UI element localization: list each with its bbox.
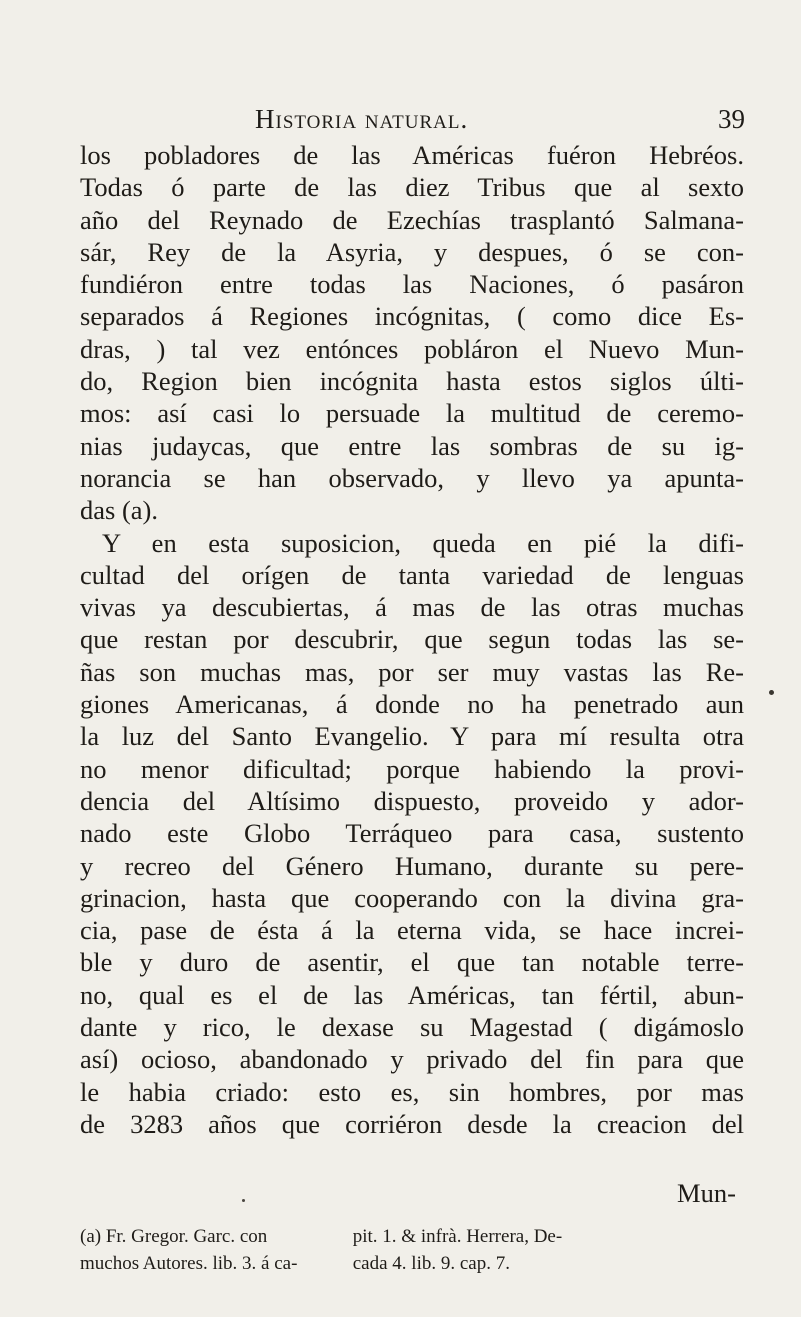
text-line: nado este Globo Terráqueo para casa, sustento bbox=[80, 818, 744, 849]
text-line: vivas ya descubiertas, á mas de las otras muchas bbox=[80, 592, 744, 623]
footnote-row bbox=[80, 1250, 744, 1277]
text-line: año del Reynado de Ezechías trasplantó Salmana- bbox=[80, 204, 744, 235]
text-line: no menor dificultad; porque habiendo la provi- bbox=[80, 753, 744, 784]
text-line: grinacion, hasta que cooperando con la divina gra- bbox=[80, 882, 744, 913]
text-line: dras, ) tal vez entónces pobláron el Nuevo Mun- bbox=[80, 333, 744, 364]
ink-spot bbox=[242, 1199, 245, 1202]
footnote-text: (a) Fr. Gregor. Garc. con bbox=[80, 1226, 268, 1247]
text-line: dante y rico, le dexase su Magestad ( digámoslo bbox=[80, 1012, 744, 1043]
text-line: de 3283 años que corriéron desde la creacion del bbox=[80, 1108, 744, 1139]
body-text bbox=[80, 139, 744, 1140]
footnote-text: cada 4. lib. 9. cap. 7. bbox=[352, 1253, 510, 1274]
footnote-text: muchos Autores. lib. 3. á ca- bbox=[80, 1253, 298, 1274]
text-line: dencia del Altísimo dispuesto, proveido y ador- bbox=[80, 785, 744, 816]
text-line: le habia criado: esto es, sin hombres, por mas bbox=[80, 1076, 744, 1107]
footnote-row bbox=[80, 1223, 744, 1250]
text-line: ñas son muchas mas, por ser muy vastas las Re- bbox=[80, 656, 744, 687]
text-line: la luz del Santo Evangelio. Y para mí resulta otra bbox=[80, 721, 744, 752]
text-line: cia, pase de ésta á la eterna vida, se hace increi- bbox=[80, 915, 744, 946]
text-line: Todas ó parte de las diez Tribus que al sexto bbox=[80, 172, 744, 203]
text-line: y recreo del Género Humano, durante su pere- bbox=[80, 850, 744, 881]
text-line: no, qual es el de las Américas, tan fértil, abun- bbox=[80, 979, 744, 1010]
text-line: así) ocioso, abandonado y privado del fin para que bbox=[80, 1044, 744, 1075]
text-line: fundiéron entre todas las Naciones, ó pasáron bbox=[80, 269, 744, 300]
text-line: nias judaycas, que entre las sombras de su ig- bbox=[80, 430, 744, 461]
text-line: cultad del orígen de tanta variedad de lenguas bbox=[80, 559, 744, 590]
text-line: separados á Regiones incógnitas, ( como dice Es- bbox=[80, 301, 744, 332]
text-line: Y en esta suposicion, queda en pié la difi- bbox=[102, 527, 744, 558]
text-line: das (a). bbox=[80, 495, 158, 526]
text-line: sár, Rey de la Asyria, y despues, ó se con- bbox=[80, 236, 744, 267]
text-line: do, Region bien incógnita hasta estos siglos últi- bbox=[80, 366, 744, 397]
text-line: ble y duro de asentir, el que tan notable terre- bbox=[80, 947, 744, 978]
text-line: norancia se han observado, y llevo ya apunta- bbox=[80, 462, 744, 493]
ink-spot bbox=[769, 690, 774, 695]
catchword: Mun- bbox=[677, 1178, 736, 1208]
page-number: 39 bbox=[718, 104, 745, 134]
text-line: giones Americanas, á donde no ha penetrado aun bbox=[80, 689, 744, 720]
text-line: mos: así casi lo persuade la multitud de ceremo- bbox=[80, 398, 744, 429]
text-line: que restan por descubrir, que segun todas las se- bbox=[80, 624, 744, 655]
footnote-text: pit. 1. & infrà. Herrera, De- bbox=[352, 1226, 563, 1247]
footnotes bbox=[80, 1223, 744, 1277]
text-line: los pobladores de las Américas fuéron Hebréos. bbox=[80, 140, 744, 170]
running-title: Historia natural. bbox=[255, 104, 469, 134]
page-header bbox=[0, 104, 801, 140]
